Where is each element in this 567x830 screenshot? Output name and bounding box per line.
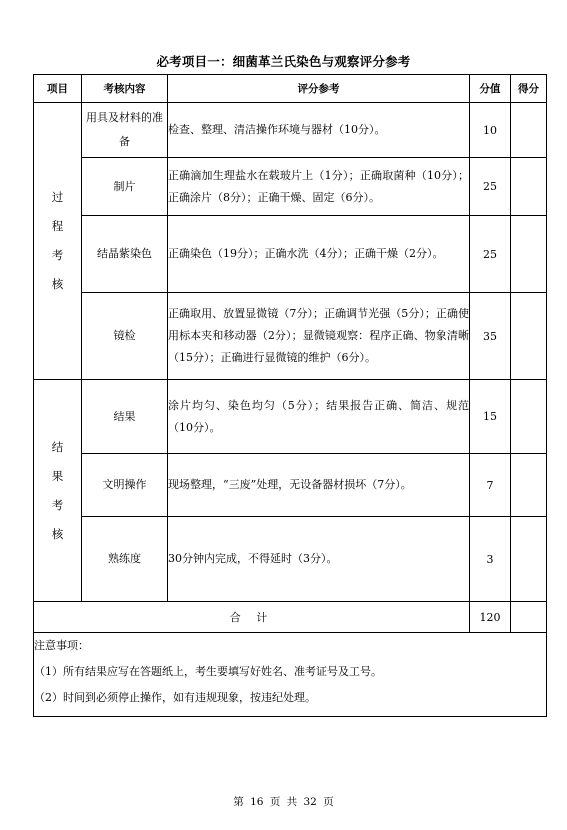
score-cell: 3 [470,517,511,602]
earned-score-cell[interactable] [511,380,547,454]
earned-score-cell[interactable] [511,103,547,158]
criteria-cell: 正确滴加生理盐水在载玻片上（1分）；正确取菌种（10分）；正确涂片（8分）；正确干燥、固定（6分）。 [168,158,470,216]
total-row [34,602,547,633]
table-row [34,158,547,216]
score-cell: 7 [470,454,511,517]
header-earned: 得分 [511,75,547,103]
table-row [34,517,547,602]
scoring-table [33,74,547,717]
page-footer: 第 16 页 共 32 页 [233,796,334,808]
header-score: 分值 [470,75,511,103]
criteria-cell: 正确取用、放置显微镜（7分）；正确调节光强（5分）；正确使用标本夹和移动器（2分）；显微镜观察：程序正确、物象清晰（15分）；正确进行显微镜的维护（6分）。 [168,293,470,380]
score-cell: 25 [470,216,511,293]
total-label: 合 计 [34,602,470,633]
score-cell: 35 [470,293,511,380]
earned-score-cell[interactable] [511,454,547,517]
header-row [34,75,547,103]
header-content: 考核内容 [82,75,168,103]
criteria-cell: 现场整理，“三废”处理，无设备器材损坏（7分）。 [168,454,470,517]
item-cell: 结晶紫染色 [82,216,168,293]
header-criteria: 评分参考 [168,75,470,103]
item-cell: 用具及材料的准备 [82,103,168,158]
table-row [34,454,547,517]
note-item: （1）所有结果应写在答题纸上，考生要填写好姓名、准考证号及工号。 [34,665,382,678]
item-cell: 结果 [82,380,168,454]
item-cell: 熟练度 [82,517,168,602]
earned-score-cell[interactable] [511,293,547,380]
table-row [34,380,547,454]
table-row [34,103,547,158]
table-row [34,216,547,293]
score-cell: 10 [470,103,511,158]
notes-row [34,633,547,717]
item-cell: 镜检 [82,293,168,380]
item-cell: 制片 [82,158,168,216]
total-earned-cell[interactable] [511,602,547,633]
criteria-cell: 涂片均匀、染色均匀（5分）；结果报告正确、简洁、规范（10分）。 [168,380,470,454]
header-project: 项目 [34,75,82,103]
score-cell: 15 [470,380,511,454]
note-item: （2）时间到必须停止操作，如有违规现象，按违纪处理。 [34,691,316,704]
item-cell: 文明操作 [82,454,168,517]
earned-score-cell[interactable] [511,517,547,602]
earned-score-cell[interactable] [511,158,547,216]
criteria-cell: 30分钟内完成，不得延时（3分）。 [168,517,470,602]
total-score: 120 [470,602,511,633]
table-row [34,293,547,380]
category-result: 结 果 考 核 [34,380,82,602]
score-cell: 25 [470,158,511,216]
notes-heading: 注意事项： [34,639,89,652]
page-title: 必考项目一：细菌革兰氏染色与观察评分参考 [156,54,411,69]
criteria-cell: 正确染色（19分）；正确水洗（4分）；正确干燥（2分）。 [168,216,470,293]
notes-cell [34,633,547,717]
criteria-cell: 检查、整理、清洁操作环境与器材（10分）。 [168,103,470,158]
category-process: 过 程 考 核 [34,103,82,380]
earned-score-cell[interactable] [511,216,547,293]
